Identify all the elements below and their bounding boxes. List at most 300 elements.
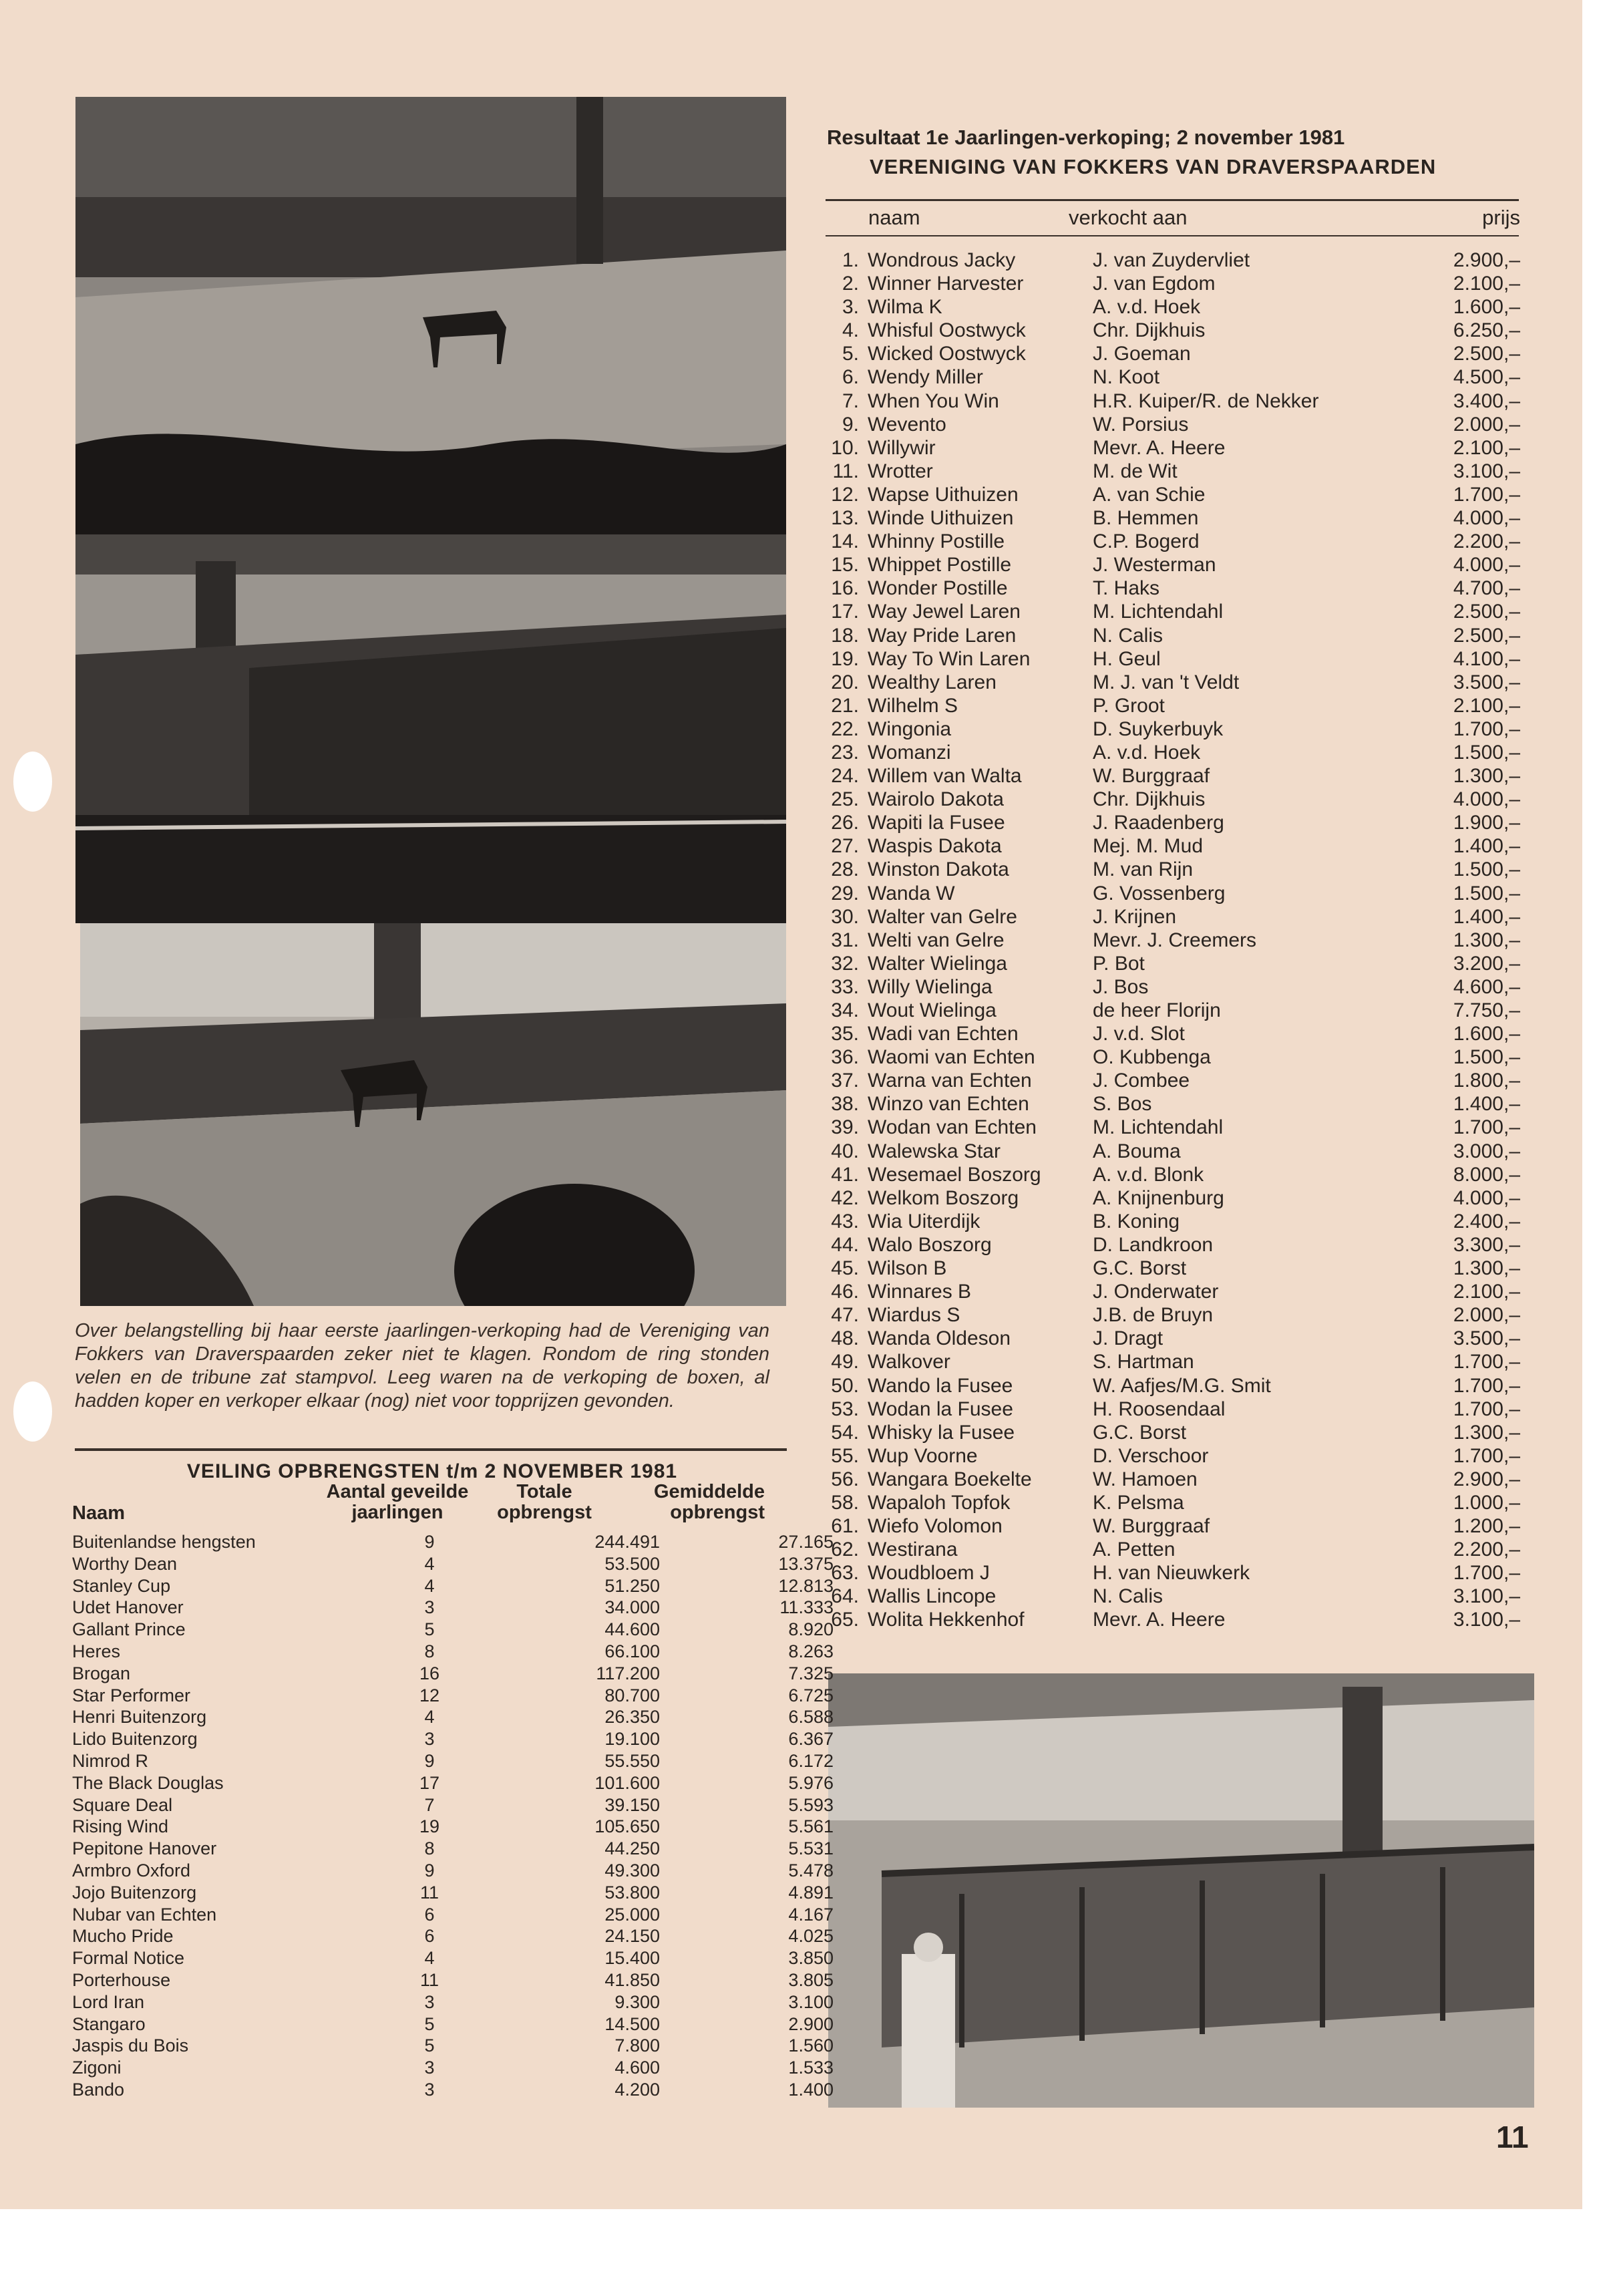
auction-row <box>72 1794 834 1816</box>
auction-cell-name: Armbro Oxford <box>72 1860 191 1880</box>
auction-cell-average: 4.025 <box>788 1926 834 1947</box>
result-cell-price: 4.100,– <box>1453 647 1520 670</box>
result-cell-name: Wallis Lincope <box>868 1585 997 1608</box>
result-cell-buyer: A. v.d. Hoek <box>1093 296 1201 319</box>
result-cell-name: Whinny Postille <box>868 530 1005 553</box>
auction-cell-name: Nimrod R <box>72 1750 149 1771</box>
auction-cell-average: 6.367 <box>788 1729 834 1750</box>
result-cell-name: Wapaloh Topfok <box>868 1491 1011 1514</box>
auction-cell-name: Nubar van Echten <box>72 1904 217 1925</box>
result-cell-buyer: J. Westerman <box>1093 554 1216 577</box>
result-cell-buyer: J. Combee <box>1093 1070 1190 1092</box>
auction-cell-total: 24.150 <box>604 1926 660 1947</box>
auction-cell-average: 5.593 <box>788 1794 834 1815</box>
result-cell-buyer: J. Goeman <box>1093 343 1191 365</box>
auction-cell-name: Stanley Cup <box>72 1575 171 1596</box>
result-cell-price: 1.500,– <box>1453 882 1520 905</box>
auction-cell-count: 16 <box>419 1663 440 1683</box>
page-bottom-margin <box>0 2209 1609 2296</box>
result-cell-number: 54. <box>831 1421 859 1444</box>
result-cell-price: 1.400,– <box>1453 905 1520 928</box>
auction-cell-average: 3.850 <box>788 1948 834 1969</box>
result-cell-price: 3.100,– <box>1453 1585 1520 1608</box>
auction-cell-total: 101.600 <box>594 1772 660 1793</box>
auction-cell-total: 26.350 <box>604 1707 660 1728</box>
result-cell-price: 1.300,– <box>1453 1421 1520 1444</box>
auction-cell-average: 4.167 <box>788 1904 834 1925</box>
auction-row <box>72 2035 834 2057</box>
result-cell-price: 2.500,– <box>1453 624 1520 647</box>
auction-cell-name: Porterhouse <box>72 1969 171 1990</box>
result-cell-buyer: W. Burggraaf <box>1093 765 1210 788</box>
result-cell-number: 46. <box>831 1281 859 1303</box>
result-cell-price: 4.700,– <box>1453 577 1520 600</box>
result-cell-buyer: W. Aafjes/M.G. Smit <box>1093 1374 1271 1397</box>
auction-cell-count: 17 <box>419 1772 440 1793</box>
auction-cell-name: Henri Buitenzorg <box>72 1707 207 1728</box>
result-row <box>826 600 1520 623</box>
result-row <box>826 1186 1520 1210</box>
auction-row <box>72 1663 834 1685</box>
result-cell-name: Walter van Gelre <box>868 905 1017 928</box>
result-cell-buyer: W. Burggraaf <box>1093 1515 1210 1538</box>
result-cell-buyer: S. Hartman <box>1093 1351 1194 1373</box>
result-cell-price: 3.500,– <box>1453 671 1520 693</box>
result-cell-buyer: H. Roosendaal <box>1093 1398 1226 1420</box>
auction-cell-average: 6.725 <box>788 1685 834 1705</box>
result-cell-price: 1.700,– <box>1453 1444 1520 1467</box>
result-cell-buyer: D. Verschoor <box>1093 1444 1209 1467</box>
auction-cell-count: 9 <box>424 1750 435 1771</box>
result-cell-number: 50. <box>831 1374 859 1397</box>
result-cell-buyer: H. van Nieuwkerk <box>1093 1562 1250 1585</box>
results-col-price: prijs <box>1482 206 1520 229</box>
result-cell-price: 2.900,– <box>1453 249 1520 271</box>
auction-cell-average: 8.920 <box>788 1619 834 1640</box>
result-row <box>826 1421 1520 1444</box>
result-cell-number: 38. <box>831 1093 859 1116</box>
result-cell-price: 1.500,– <box>1453 858 1520 881</box>
result-cell-number: 61. <box>831 1515 859 1538</box>
result-cell-price: 1.700,– <box>1453 1562 1520 1585</box>
result-cell-name: Wia Uiterdijk <box>868 1210 980 1233</box>
auction-cell-average: 5.531 <box>788 1838 834 1859</box>
auction-header-total-2: opbrengst <box>497 1502 592 1523</box>
auction-cell-count: 19 <box>419 1816 440 1837</box>
result-row <box>826 1585 1520 1608</box>
results-table <box>826 249 1520 1632</box>
result-row <box>826 905 1520 929</box>
result-cell-number: 64. <box>831 1585 859 1608</box>
result-cell-buyer: J.B. de Bruyn <box>1093 1304 1214 1327</box>
result-cell-name: Winde Uithuizen <box>868 507 1014 530</box>
auction-cell-count: 3 <box>424 1597 435 1618</box>
result-row <box>826 741 1520 764</box>
auction-row <box>72 1685 834 1707</box>
auction-row <box>72 2079 834 2101</box>
auction-cell-count: 6 <box>424 1926 435 1947</box>
result-cell-buyer: N. Koot <box>1093 366 1160 389</box>
result-cell-name: Wodan la Fusee <box>868 1398 1013 1420</box>
result-cell-buyer: A. van Schie <box>1093 483 1206 506</box>
auction-cell-count: 6 <box>424 1904 435 1925</box>
auction-row <box>72 1969 834 1991</box>
result-cell-price: 2.100,– <box>1453 273 1520 295</box>
result-row <box>826 694 1520 717</box>
auction-cell-total: 34.000 <box>604 1597 660 1618</box>
result-cell-name: Woudbloem J <box>868 1562 990 1585</box>
auction-cell-average: 7.325 <box>788 1663 834 1683</box>
auction-cell-count: 4 <box>424 1948 435 1969</box>
result-cell-number: 34. <box>831 999 859 1021</box>
result-cell-price: 2.900,– <box>1453 1468 1520 1490</box>
result-row <box>826 1491 1520 1514</box>
result-cell-buyer: J. van Egdom <box>1093 273 1216 295</box>
result-cell-buyer: B. Koning <box>1093 1210 1180 1233</box>
result-cell-buyer: N. Calis <box>1093 624 1164 647</box>
result-cell-number: 14. <box>831 530 859 553</box>
auction-cell-total: 117.200 <box>596 1663 660 1683</box>
result-cell-buyer: Mevr. A. Heere <box>1093 1609 1226 1631</box>
result-cell-number: 9. <box>842 413 859 436</box>
auction-cell-count: 3 <box>424 2079 435 2100</box>
result-cell-number: 2. <box>842 273 859 295</box>
auction-rule-top <box>75 1448 787 1451</box>
result-cell-number: 6. <box>842 366 859 389</box>
result-row <box>826 1233 1520 1257</box>
result-row <box>826 1257 1520 1280</box>
auction-row <box>72 1838 834 1860</box>
result-cell-number: 56. <box>831 1468 859 1490</box>
result-cell-name: Willem van Walta <box>868 765 1022 788</box>
result-cell-price: 2.000,– <box>1453 413 1520 436</box>
result-cell-name: Warna van Echten <box>868 1070 1032 1092</box>
auction-cell-count: 4 <box>424 1707 435 1728</box>
result-row <box>826 506 1520 530</box>
result-cell-name: Womanzi <box>868 741 951 764</box>
result-cell-buyer: C.P. Bogerd <box>1093 530 1200 553</box>
result-cell-number: 24. <box>831 765 859 788</box>
result-cell-name: Wiefo Volomon <box>868 1515 1003 1538</box>
result-cell-name: Walewska Star <box>868 1140 1001 1162</box>
result-cell-name: Willywir <box>868 436 936 459</box>
auction-cell-count: 5 <box>424 2013 435 2034</box>
result-row <box>826 717 1520 741</box>
auction-cell-total: 7.800 <box>614 2035 660 2056</box>
result-cell-name: Westirana <box>868 1538 958 1561</box>
result-cell-price: 2.500,– <box>1453 343 1520 365</box>
auction-cell-total: 53.500 <box>604 1553 660 1574</box>
auction-cell-average: 27.165 <box>778 1532 834 1552</box>
auction-row <box>72 1816 834 1838</box>
result-cell-number: 22. <box>831 717 859 740</box>
result-cell-price: 1.700,– <box>1453 483 1520 506</box>
auction-cell-count: 7 <box>424 1794 435 1815</box>
auction-cell-average: 8.263 <box>788 1641 834 1661</box>
result-row <box>826 272 1520 295</box>
auction-cell-count: 8 <box>424 1838 435 1859</box>
result-cell-name: Way To Win Laren <box>868 647 1031 670</box>
result-row <box>826 1608 1520 1631</box>
auction-cell-count: 11 <box>419 1969 439 1990</box>
result-cell-price: 2.000,– <box>1453 1304 1520 1327</box>
auction-cell-total: 14.500 <box>604 2013 660 2034</box>
auction-row <box>72 1597 834 1619</box>
result-row <box>826 624 1520 647</box>
punch-hole-bottom <box>13 1381 52 1442</box>
result-row <box>826 1163 1520 1186</box>
result-cell-buyer: Mevr. A. Heere <box>1093 436 1226 459</box>
auction-cell-total: 80.700 <box>604 1685 660 1705</box>
result-row <box>826 530 1520 553</box>
auction-cell-total: 53.800 <box>604 1882 660 1903</box>
result-cell-number: 18. <box>831 624 859 647</box>
result-cell-name: Wilson B <box>868 1257 947 1280</box>
result-cell-price: 1.300,– <box>1453 765 1520 788</box>
result-row <box>826 483 1520 506</box>
result-cell-price: 1.700,– <box>1453 717 1520 740</box>
auction-cell-name: Buitenlandse hengsten <box>72 1532 256 1552</box>
auction-cell-total: 41.850 <box>604 1969 660 1990</box>
auction-cell-average: 3.805 <box>788 1969 834 1990</box>
result-row <box>826 342 1520 365</box>
auction-cell-average: 12.813 <box>778 1575 834 1596</box>
result-cell-name: Wealthy Laren <box>868 671 997 693</box>
auction-row <box>72 1575 834 1597</box>
result-cell-price: 2.100,– <box>1453 436 1520 459</box>
result-cell-buyer: H.R. Kuiper/R. de Nekker <box>1093 389 1319 412</box>
auction-cell-name: Formal Notice <box>72 1948 185 1969</box>
result-row <box>826 834 1520 858</box>
punch-hole-top <box>13 752 52 812</box>
result-cell-name: Whisky la Fusee <box>868 1421 1015 1444</box>
auction-row <box>72 1947 834 1969</box>
auction-header-count-1: Aantal geveilde <box>326 1481 469 1502</box>
auction-title: VEILING OPBRENGSTEN t/m 2 NOVEMBER 1981 <box>186 1460 678 1482</box>
auction-row <box>72 1860 834 1882</box>
result-row <box>826 1350 1520 1373</box>
page-number: 11 <box>1496 2120 1529 2154</box>
auction-header-count-2: jaarlingen <box>351 1502 443 1523</box>
result-cell-name: Wonder Postille <box>868 577 1008 600</box>
auction-cell-name: Lido Buitenzorg <box>72 1729 198 1750</box>
result-cell-price: 8.000,– <box>1453 1163 1520 1186</box>
result-cell-name: Welti van Gelre <box>868 929 1005 951</box>
result-cell-buyer: H. Geul <box>1093 647 1161 670</box>
result-cell-name: Wrotter <box>868 460 933 482</box>
results-rule-top <box>826 199 1519 201</box>
result-cell-buyer: G.C. Borst <box>1093 1257 1187 1280</box>
result-cell-name: Wondrous Jacky <box>868 249 1016 271</box>
result-row <box>826 249 1520 272</box>
auction-cell-total: 25.000 <box>604 1904 660 1925</box>
result-cell-buyer: B. Hemmen <box>1093 507 1199 530</box>
result-cell-buyer: K. Pelsma <box>1093 1491 1184 1514</box>
result-cell-number: 65. <box>831 1609 859 1631</box>
result-cell-price: 4.500,– <box>1453 366 1520 389</box>
auction-table <box>72 1531 834 2101</box>
result-cell-number: 27. <box>831 835 859 858</box>
auction-cell-name: Mucho Pride <box>72 1926 174 1947</box>
result-cell-number: 42. <box>831 1186 859 1209</box>
auction-row <box>72 1925 834 1947</box>
result-cell-number: 47. <box>831 1304 859 1327</box>
result-cell-name: Wendy Miller <box>868 366 983 389</box>
result-cell-number: 37. <box>831 1070 859 1092</box>
result-cell-number: 41. <box>831 1163 859 1186</box>
result-cell-buyer: D. Suykerbuyk <box>1093 717 1224 740</box>
result-cell-number: 7. <box>842 389 859 412</box>
result-cell-number: 12. <box>831 483 859 506</box>
result-cell-buyer: Mej. M. Mud <box>1093 835 1204 858</box>
auction-cell-count: 4 <box>424 1575 435 1596</box>
result-cell-buyer: A. Bouma <box>1093 1140 1181 1162</box>
auction-cell-total: 15.400 <box>604 1948 660 1969</box>
result-cell-number: 16. <box>831 577 859 600</box>
auction-cell-count: 5 <box>424 2035 435 2056</box>
photo-ring-horse <box>80 923 786 1306</box>
result-cell-buyer: de heer Florijn <box>1093 999 1221 1021</box>
auction-cell-total: 9.300 <box>614 1991 660 2012</box>
result-row <box>826 1303 1520 1327</box>
photo-tribune-crowd <box>75 534 786 923</box>
result-row <box>826 1092 1520 1116</box>
auction-cell-average: 6.588 <box>788 1707 834 1728</box>
auction-cell-name: Lord Iran <box>72 1991 145 2012</box>
result-cell-number: 32. <box>831 952 859 975</box>
result-cell-number: 17. <box>831 601 859 623</box>
result-cell-price: 1.800,– <box>1453 1070 1520 1092</box>
result-row <box>826 1538 1520 1561</box>
result-cell-name: Wesemael Boszorg <box>868 1163 1041 1186</box>
result-cell-price: 1.500,– <box>1453 741 1520 764</box>
result-row <box>826 671 1520 694</box>
result-cell-number: 28. <box>831 858 859 881</box>
results-title: Resultaat 1e Jaarlingen-verkoping; 2 november 1981 <box>827 126 1345 149</box>
result-row <box>826 389 1520 413</box>
result-cell-price: 4.600,– <box>1453 975 1520 998</box>
result-row <box>826 1468 1520 1491</box>
auction-cell-name: Rising Wind <box>72 1816 169 1837</box>
result-cell-name: Wilma K <box>868 296 942 319</box>
auction-cell-average: 3.100 <box>788 1991 834 2012</box>
result-row <box>826 436 1520 460</box>
result-cell-number: 11. <box>832 460 859 482</box>
result-cell-name: Wodan van Echten <box>868 1116 1037 1139</box>
auction-cell-average: 13.375 <box>778 1553 834 1574</box>
auction-cell-count: 12 <box>419 1685 440 1705</box>
result-cell-price: 1.700,– <box>1453 1374 1520 1397</box>
auction-cell-name: Brogan <box>72 1663 131 1683</box>
result-row <box>826 1561 1520 1585</box>
result-cell-number: 1. <box>842 249 859 271</box>
auction-cell-name: The Black Douglas <box>72 1772 224 1793</box>
result-cell-number: 10. <box>831 436 859 459</box>
result-cell-name: Wilhelm S <box>868 694 958 717</box>
result-cell-buyer: A. Knijnenburg <box>1093 1186 1224 1209</box>
auction-cell-total: 44.600 <box>604 1619 660 1640</box>
result-cell-name: Winston Dakota <box>868 858 1009 881</box>
result-cell-price: 3.100,– <box>1453 1609 1520 1631</box>
auction-cell-count: 3 <box>424 1991 435 2012</box>
result-cell-number: 30. <box>831 905 859 928</box>
result-row <box>826 882 1520 905</box>
auction-cell-name: Stangaro <box>72 2013 146 2034</box>
result-cell-name: Willy Wielinga <box>868 975 993 998</box>
auction-cell-name: Worthy Dean <box>72 1553 178 1574</box>
photo-arena-horse <box>75 97 786 534</box>
result-cell-buyer: M. J. van 't Veldt <box>1093 671 1240 693</box>
auction-row <box>72 1728 834 1750</box>
result-cell-buyer: W. Hamoen <box>1093 1468 1198 1490</box>
result-row <box>826 999 1520 1022</box>
result-cell-buyer: J. van Zuydervliet <box>1093 249 1250 271</box>
result-cell-price: 1.300,– <box>1453 1257 1520 1280</box>
result-cell-price: 1.200,– <box>1453 1515 1520 1538</box>
auction-cell-count: 3 <box>424 1729 435 1750</box>
result-cell-buyer: J. Dragt <box>1093 1327 1164 1350</box>
auction-row <box>72 1553 834 1575</box>
result-row <box>826 1514 1520 1538</box>
result-row <box>826 1069 1520 1092</box>
result-cell-number: 63. <box>831 1562 859 1585</box>
auction-cell-name: Square Deal <box>72 1794 173 1815</box>
result-cell-buyer: G.C. Borst <box>1093 1421 1187 1444</box>
auction-header-count <box>314 1482 481 1523</box>
auction-cell-average: 11.333 <box>779 1597 834 1618</box>
result-cell-buyer: T. Haks <box>1093 577 1160 600</box>
auction-header-name: Naam <box>72 1502 125 1524</box>
result-cell-name: Way Pride Laren <box>868 624 1017 647</box>
result-row <box>826 647 1520 671</box>
result-row <box>826 1045 1520 1069</box>
result-cell-buyer: J. Onderwater <box>1093 1281 1219 1303</box>
auction-cell-count: 11 <box>419 1882 439 1903</box>
result-cell-price: 4.000,– <box>1453 507 1520 530</box>
auction-cell-name: Gallant Prince <box>72 1619 186 1640</box>
result-cell-name: Wangara Boekelte <box>868 1468 1032 1490</box>
result-cell-buyer: Chr. Dijkhuis <box>1093 788 1206 811</box>
result-cell-price: 2.400,– <box>1453 1210 1520 1233</box>
result-row <box>826 858 1520 881</box>
result-cell-name: Wup Voorne <box>868 1444 978 1467</box>
result-cell-name: Wapiti la Fusee <box>868 812 1005 834</box>
auction-row <box>72 1904 834 1926</box>
result-row <box>826 764 1520 788</box>
result-cell-number: 36. <box>831 1046 859 1069</box>
result-row <box>826 1374 1520 1398</box>
auction-cell-total: 55.550 <box>604 1750 660 1771</box>
auction-cell-total: 105.650 <box>594 1816 660 1837</box>
auction-cell-average: 6.172 <box>788 1750 834 1771</box>
result-cell-price: 4.000,– <box>1453 1186 1520 1209</box>
result-row <box>826 1327 1520 1350</box>
result-cell-name: Whisful Oostwyck <box>868 319 1026 342</box>
result-cell-price: 3.000,– <box>1453 1140 1520 1162</box>
result-cell-price: 1.400,– <box>1453 1093 1520 1116</box>
result-cell-buyer: S. Bos <box>1093 1093 1152 1116</box>
auction-cell-average: 5.976 <box>788 1772 834 1793</box>
auction-cell-total: 39.150 <box>604 1794 660 1815</box>
auction-cell-count: 8 <box>424 1641 435 1661</box>
result-cell-number: 53. <box>831 1398 859 1420</box>
result-cell-buyer: M. Lichtendahl <box>1093 601 1224 623</box>
result-cell-name: Wout Wielinga <box>868 999 997 1021</box>
auction-row <box>72 1991 834 2013</box>
result-cell-buyer: D. Landkroon <box>1093 1233 1214 1256</box>
result-cell-price: 2.200,– <box>1453 1538 1520 1561</box>
auction-row <box>72 2057 834 2079</box>
